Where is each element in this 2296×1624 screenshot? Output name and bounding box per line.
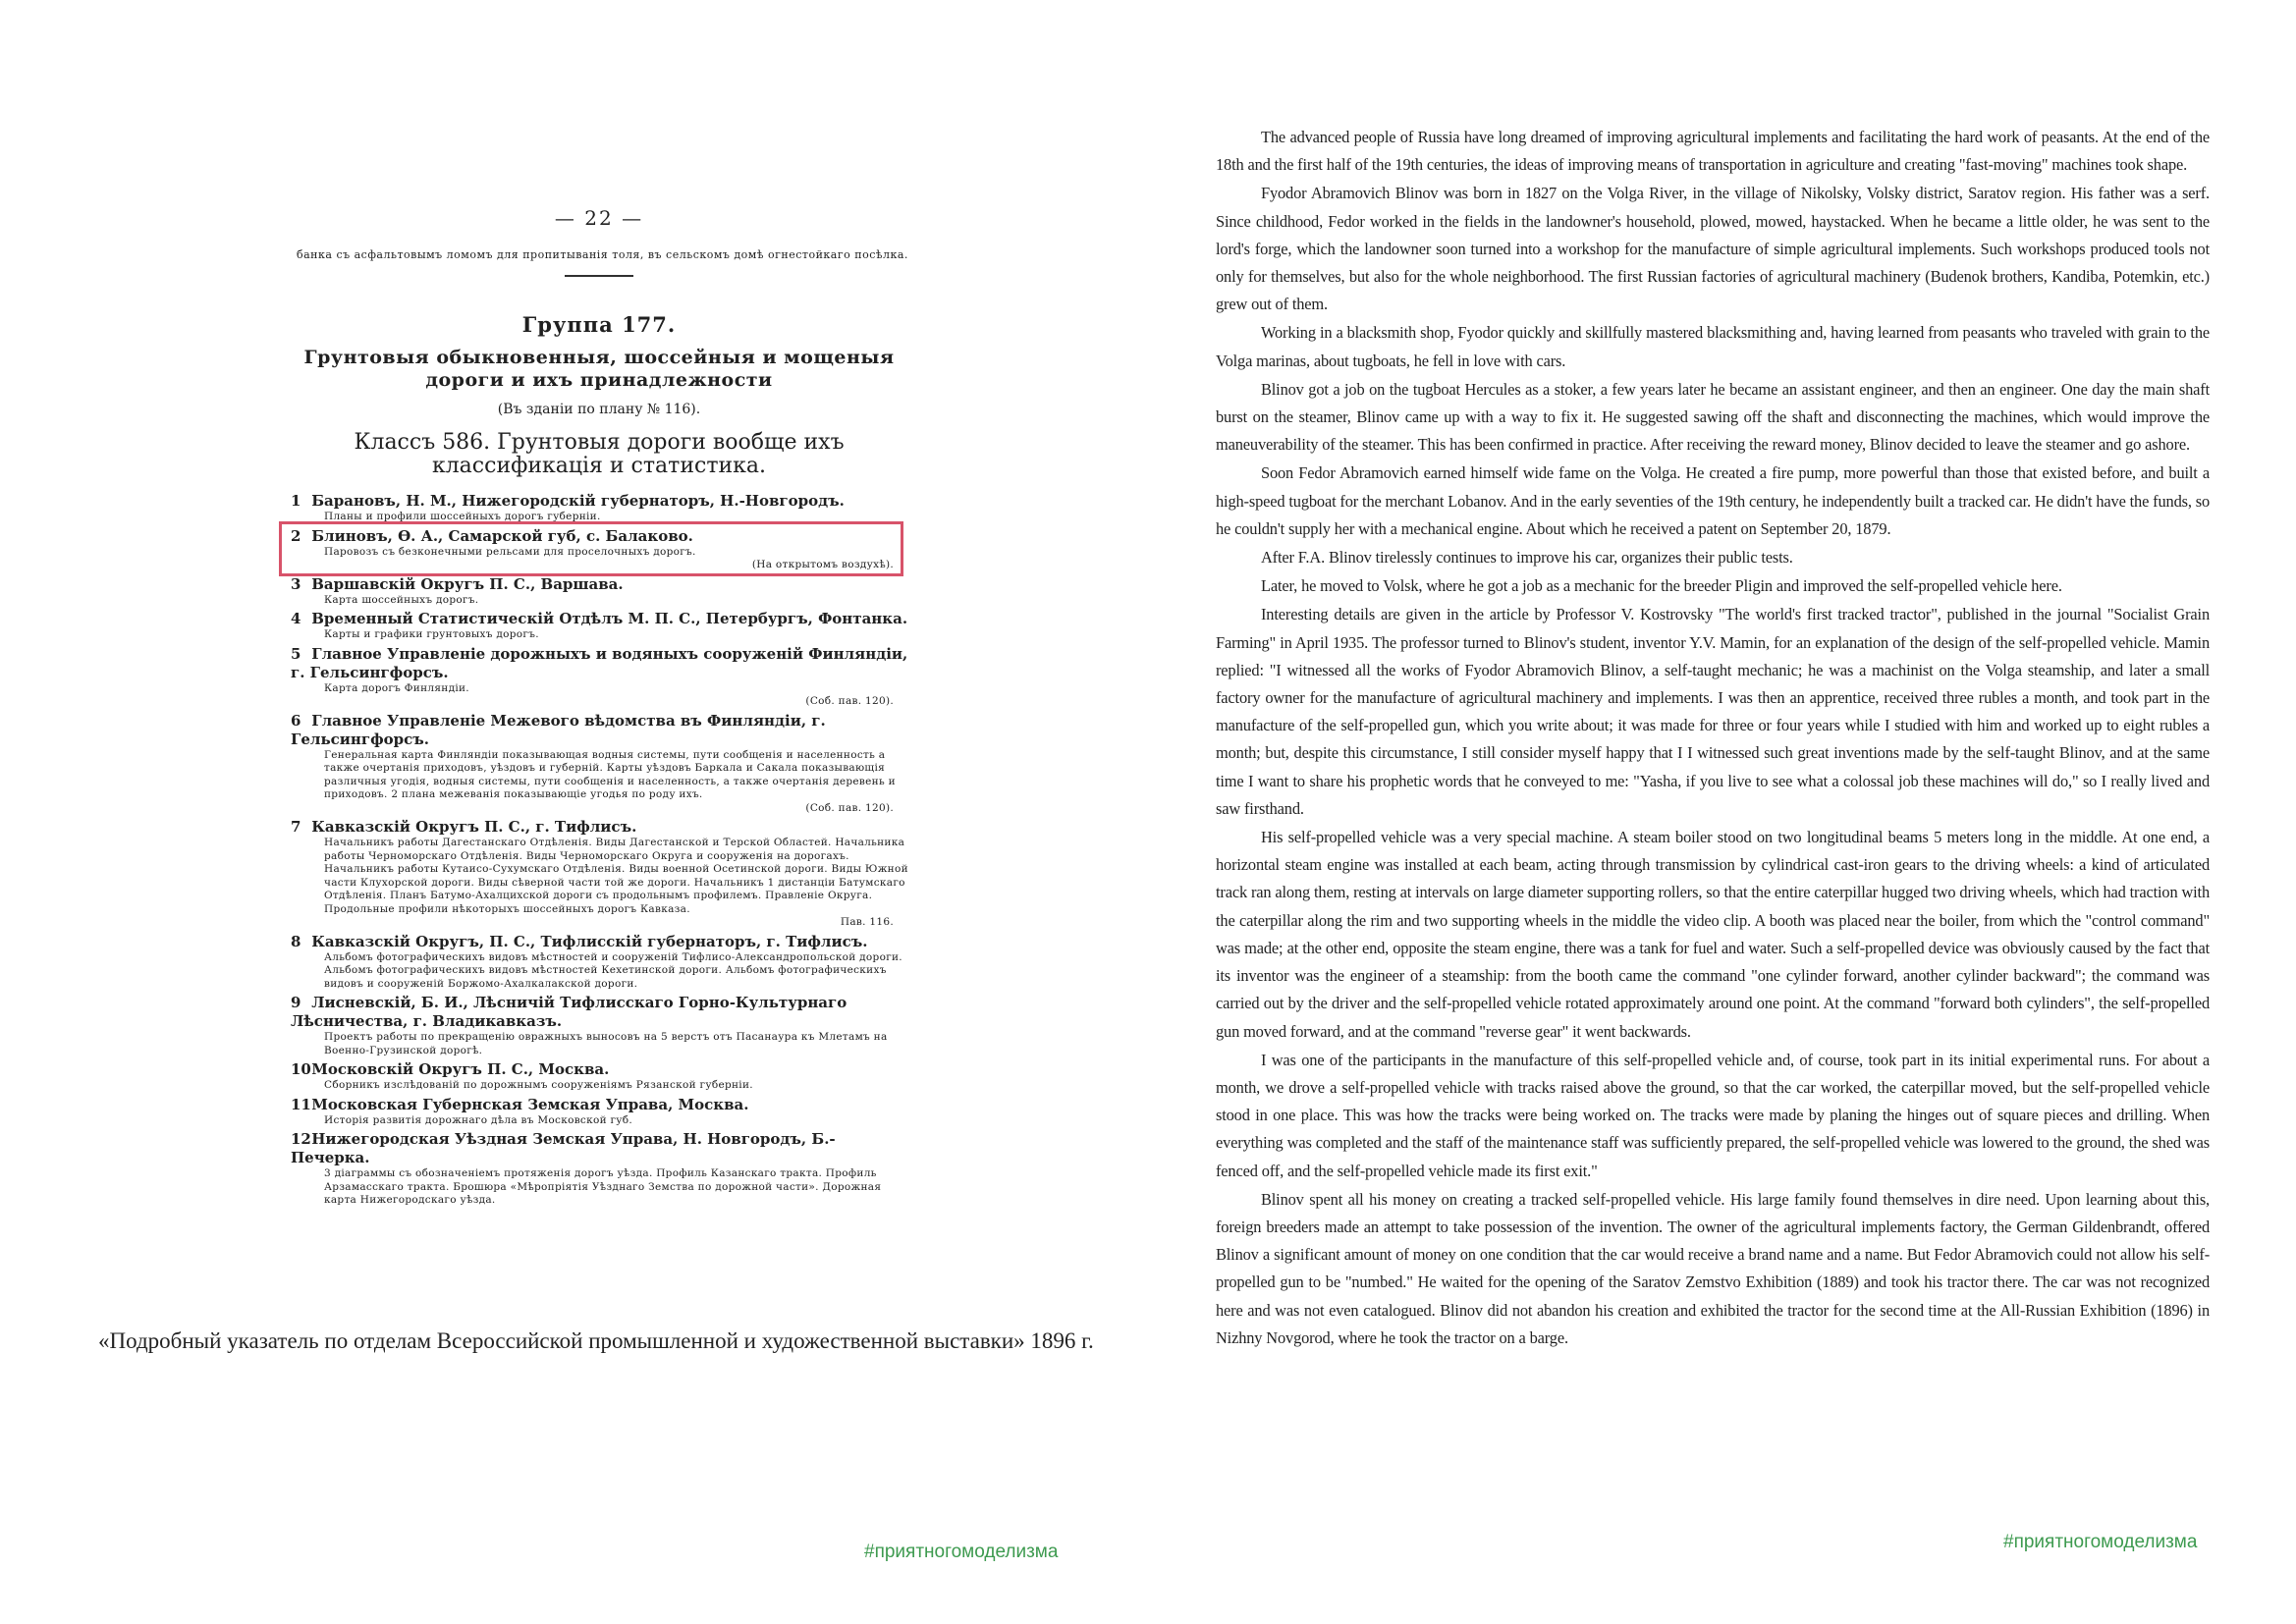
top-note: банка съ асфальтовымъ ломомъ для пропитыванія толя, въ сельскомъ домѣ огнестойкаго посѣлка.: [297, 248, 908, 261]
exhibitor-entry: [291, 1096, 913, 1128]
entry-detail: 3 діаграммы съ обозначеніемъ протяженія дорогъ уѣзда. Профиль Казанскаго тракта. Профиль Арзамасскаго тракта. Брошюра «Мѣропріятія Уѣзднаго Земства по дорожной части». Дорожная карта Нижегородскаго уѣзда.: [324, 1167, 882, 1206]
entry-detail-note: (Соб. пав. 120).: [805, 801, 894, 814]
article-paragraph: Soon Fedor Abramovich earned himself wide fame on the Volga. He created a fire pump, more powerful than those that existed before, and built a high-speed tugboat for the merchant Lobanov. And in the early seventies of the 19th century, he independently built a tracked car. He didn't have the funds, so he couldn't supply her with a mechanical engine. About which he received a patent on September 20, 1879.: [1216, 463, 2211, 538]
entry-title: Варшавскій Округъ П. С., Варшава.: [311, 574, 624, 593]
group-subtitle: Грунтовыя обыкновенныя, шоссейныя и мощеныя дороги и ихъ принадлежности: [303, 347, 895, 391]
exhibitor-entry: [291, 933, 913, 992]
page-number: — 22 —: [554, 206, 644, 230]
entry-detail: Генеральная карта Финляндіи показывающая водныя системы, пути сообщенія и населенность а также очертанія приходовъ, уѣздовъ и губерній. Карты уѣздовъ Баркала и Сакала показывающія различныя угодія, водныя системы, пути сообщенія и населенность, а также очертанія деревень и приходовъ. 2 плана межеванія показывающіе угодья по роду ихъ.: [324, 748, 896, 800]
entry-number: 2: [291, 526, 301, 545]
entry-detail: Проектъ работы по прекращенію овражныхъ выносовъ на 5 верстъ отъ Пасанаура къ Млетамъ на Военно-Грузинской дорогѣ.: [324, 1031, 888, 1056]
hashtag-right: #приятногомоделизма: [2003, 1532, 2198, 1552]
entry-number: 4: [291, 610, 301, 627]
exhibitor-list: [291, 492, 913, 1208]
exhibitor-entry: [291, 1130, 913, 1208]
article-paragraph: The advanced people of Russia have long dreamed of improving agricultural implements and facilitating the hard work of peasants. At the end of the 18th and the first half of the 19th centuries, the ideas of improving means of transportation in agriculture and creating "fast-moving" machines took shape.: [1216, 128, 2210, 175]
exhibitor-entry-highlighted: [291, 527, 913, 572]
article-paragraph: Blinov spent all his money on creating a tracked self-propelled vehicle. His large family found themselves in dire need. Upon learning about this, foreign breeders made an attempt to take possession of the invention. The owner of the agricultural implements factory, the German Gildenbrandt, offered Blinov a significant amount of money on one condition that the car would receive a brand name and a name. But Fedor Abramovich could not allow his self-propelled gun to be "numbed." He waited for the opening of the Saratov Zemstvo Exhibition (1889) and took his tractor there. The car was not recognized here and was not even catalogued. Blinov did not abandon his creation and exhibited the tractor for the second time at the All-Russian Exhibition (1896) in Nizhny Novgorod, where he took the tractor on a barge.: [1216, 1189, 2210, 1347]
group-location: (Въ зданіи по плану № 116).: [497, 402, 701, 417]
article-paragraph: His self-propelled vehicle was a very special machine. A steam boiler stood on two longitudinal beams 5 meters long in the middle. At one end, a horizontal steam engine was installed at each beam, acting through transmission by cylindrical cast-iron gears to the driving wheels: a kind of articulated track ran along them, resting at intervals on large diameter supporting rollers, so that the entire caterpillar hugged two driving wheels, which had traction with the caterpillar along the rim and two supporting wheels in the middle the video clip. A booth was placed near the boiler, from which the "control command" was made; at the other end, opposite the steam engine, there was a tank for fuel and water. Such a self-propelled device was obviously caused by the fact that its inventor was the engineer of a steamship: from the booth came the command "one cylinder forward, another cylinder backward"; the command was carried out by the driver and the self-propelled vehicle rotated approximately around one point. At the command "forward both cylinders", the self-propelled gun moved forward, and at the command "reverse gear" it went backwards.: [1216, 828, 2210, 1041]
entry-number: 3: [291, 574, 301, 593]
entry-title: Лисневскій, Б. И., Лѣсничій Тифлисскаго Горно-Культурнаго Лѣсничества, г. Владикавказъ.: [291, 994, 847, 1030]
group-title: Группа 177.: [521, 312, 677, 337]
article-paragraph: Working in a blacksmith shop, Fyodor quickly and skillfully mastered blacksmithing and, having learned from peasants who traveled with grain to the Volga marinas, about tugboats, he fell in love with cars.: [1216, 323, 2210, 370]
entry-detail: Карта дорогъ Финляндіи.: [324, 681, 469, 694]
article-paragraph: Interesting details are given in the article by Professor V. Kostrovsky "The world's first tracked tractor", published in the journal "Socialist Grain Farming" in April 1935. The professor turned to Blinov's student, inventor Y.V. Mamin, for an explanation of the design of the self-propelled vehicle. Mamin replied: "I witnessed all the works of Fyodor Abramovich Blinov, a self-taught mechanic; he was a machinist on the Volga steamship, and later a small factory owner for the manufacture of agricultural machinery and implements. I was then an apprentice, received three rubles a month, and took part in the manufacture of the self-propelled gun, which you write about; it was made for three or four years while I studied with him and worked up to eight rubles a month; but, despite this circumstance, I still consider myself happy that I I witnessed such great inventions made by the self-taught Blinov, and at the same time I want to share his prophetic words that he conveyed to me: "Yasha, if you live to see what a colossal job these machines will do," so I really lived and saw firsthand.: [1216, 605, 2210, 818]
entry-detail: Карты и графики грунтовыхъ дорогъ.: [324, 628, 539, 640]
entry-detail: Исторія развитія дорожнаго дѣла въ Московской губ.: [324, 1113, 633, 1126]
article-paragraph: I was one of the participants in the manufacture of this self-propelled vehicle and, of course, took part in its initial experimental runs. For about a month, we drove a self-propelled vehicle with tracks raised above the ground, so that the car worked, the caterpillar moved, but the self-propelled vehicle stood in one place. This was how the tracks were being worked on. The tracks were made by planing the hinges out of square pieces and drilling. When everything was completed and the staff of the maintenance staff was sufficiently prepared, the self-propelled vehicle was lowered to the ground, the shed was fenced off, and the self-propelled vehicle made its first exit.": [1216, 1050, 2210, 1180]
article-paragraph: Later, he moved to Volsk, where he got a job as a mechanic for the breeder Pligin and improved the self-propelled vehicle here.: [1261, 576, 2062, 596]
entry-title: Барановъ, Н. М., Нижегородскій губернаторъ, Н.-Новгородъ.: [311, 492, 845, 510]
entry-number: 9: [291, 994, 301, 1011]
entry-number: 1: [291, 492, 301, 510]
scanned-index-page: [285, 206, 913, 1211]
entry-detail: Начальникъ работы Дагестанскаго Отдѣленія. Виды Дагестанской и Терской Областей. Начальника работы Черноморскаго Отдѣленія. Виды Черноморскаго Округа и сооруженія на дорогахъ. Начальникъ работы Кутаисо-Сухумскаго Отдѣленія. Виды военной Осетинской дороги. Виды Южной части Клухорской дороги. Виды сѣверной части той же дороги. Начальникъ 1 дистанціи Батумскаго Отдѣленія. Планъ Батумо-Ахалцихской дороги съ продольнымъ профилемъ. Правленіе Округа. Продольные профили нѣкоторыхъ шоссейныхъ дорогъ Кавказа.: [324, 837, 908, 915]
article-paragraph: Blinov got a job on the tugboat Hercules as a stoker, a few years later he became an assistant engineer, and then an engineer. One day the main shaft burst on the steamer, Blinov came up with a way to fix it. He suggested sawing off the shaft and disconnecting the machines, which would improve the maneuverability of the steamer. This has been confirmed in practice. After receiving the reward money, Blinov decided to leave the steamer and go ashore.: [1216, 379, 2210, 455]
entry-title: Главное Управленіе Межевого вѣдомства въ Финляндіи, г. Гельсингфорсъ.: [291, 711, 826, 748]
entry-title: Московская Губернская Земская Управа, Москва.: [311, 1095, 749, 1113]
entry-detail: Паровозъ съ безконечными рельсами для проселочныхъ дорогъ.: [324, 545, 696, 558]
entry-number: 8: [291, 932, 301, 950]
entry-title: Блиновъ, Ѳ. А., Самарской губ, с. Балаково.: [311, 526, 693, 545]
entry-detail-note: (Соб. пав. 120).: [805, 695, 894, 707]
entry-number: 5: [291, 644, 301, 663]
exhibitor-entry: [291, 492, 913, 524]
entry-detail: Сборникъ изслѣдованій по дорожнымъ сооруженіямъ Рязанской губерніи.: [324, 1079, 753, 1091]
entry-detail: Альбомъ фотографическихъ видовъ мѣстностей и сооруженій Тифлисо-Александропольской дороги. Альбомъ фотографическихъ видовъ мѣстностей Кехетинской дороги. Альбомъ фотографическихъ видовъ и сооруженій Боржомо-Ахалкалакской дороги.: [324, 950, 902, 990]
hashtag-left: #приятногомоделизма: [864, 1542, 1059, 1562]
entry-detail: Карта шоссейныхъ дорогъ.: [324, 593, 479, 606]
entry-number: 12: [291, 1130, 311, 1148]
exhibitor-entry: [291, 610, 913, 642]
entry-title: Временный Статистическій Отдѣлъ М. П. С., Петербургъ, Фонтанка.: [311, 610, 908, 627]
entry-title: Кавказскій Округъ, П. С., Тифлисскій губернаторъ, г. Тифлисъ.: [311, 932, 868, 950]
entry-number: 7: [291, 818, 301, 836]
entry-number: 11: [291, 1095, 311, 1113]
entry-title: Главное Управленіе дорожныхъ и водяныхъ сооруженій Финляндіи, г. Гельсингфорсъ.: [291, 644, 908, 681]
entry-detail-note: (На открытомъ воздухѣ).: [751, 559, 894, 570]
article-paragraph: Fyodor Abramovich Blinov was born in 1827 on the Volga River, in the village of Nikolsky, Volsky district, Saratov region. His father was a serf. Since childhood, Fedor worked in the fields in the landowner's household, plowed, mowed, haystacked. When he became a little older, he was sent to the lord's forge, which the landowner soon turned into a workshop for the manufacture of simple agricultural implements. Such workshops produced tools not only for themselves, but also for the whole neighborhood. The first Russian factories of agricultural machinery (Budenok brothers, Kandiba, Potemkin, etc.) grew out of them.: [1216, 184, 2210, 314]
exhibitor-entry: [291, 712, 913, 816]
entry-detail: Планы и профили шоссейныхъ дорогъ губерніи.: [324, 511, 601, 522]
entry-title: Кавказскій Округъ П. С., г. Тифлисъ.: [311, 818, 637, 836]
right-page-article: [1216, 124, 2210, 1353]
entry-title: Нижегородская Уѣздная Земская Управа, Н. Новгородъ, Б.-Печерка.: [291, 1130, 836, 1166]
class-title: Классъ 586. Грунтовыя дороги вообще ихъ классификація и статистика.: [354, 430, 845, 478]
exhibitor-entry: [291, 818, 913, 930]
article-paragraph: After F.A. Blinov tirelessly continues to improve his car, organizes their public tests.: [1261, 548, 1793, 568]
exhibitor-entry: [291, 1060, 913, 1093]
entry-number: 10: [291, 1060, 311, 1078]
entry-number: 6: [291, 711, 301, 730]
exhibitor-entry: [291, 575, 913, 608]
exhibitor-entry: [291, 994, 913, 1057]
image-caption: «Подробный указатель по отделам Всероссийской промышленной и художественной выставки» 1896 г.: [98, 1328, 1094, 1353]
exhibitor-entry: [291, 645, 913, 709]
entry-detail-note: Пав. 116.: [840, 916, 894, 928]
entry-title: Московскій Округъ П. С., Москва.: [311, 1060, 610, 1078]
separator-rule: [565, 275, 633, 277]
